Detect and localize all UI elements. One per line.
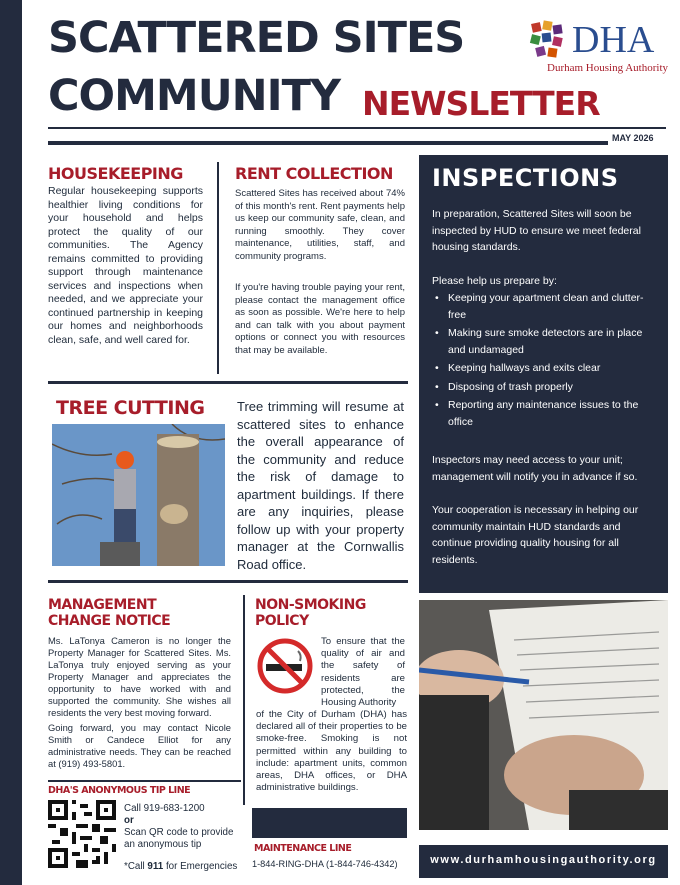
dha-logo: [528, 18, 668, 76]
rent-paragraph-2: If you're having trouble paying your rent, please contact the management office as soon as possible. We're here to help and can talk with you about payment options or connect you with resources that may be available.: [235, 282, 405, 356]
tree-photo: [52, 424, 225, 566]
divider-horizontal-2: [48, 580, 408, 583]
tipline-rule: [48, 780, 241, 782]
tipline-text: [124, 803, 244, 873]
maintenance-bar: [252, 808, 407, 838]
rent-paragraph-1: Scattered Sites has received about 74% of this month's rent. Rent payments help us keep our community safe, clean, and running smoothly. They cover maintenance, utilities, staff, and community programs.: [235, 188, 405, 262]
logo-mark-icon: [528, 20, 570, 62]
tipline-emergency-suffix: for Emergencies: [163, 861, 238, 872]
rent-heading: RENT COLLECTION: [235, 164, 393, 183]
housekeeping-body: Regular housekeeping supports healthier living conditions for your household and helps protect the quality of our communities. The Agency remains committed to providing support through maintenance services and inspections when needed, and we appreciate your continued partnership in keeping our homes and neighborhoods clean, safe, and well cared for.: [48, 185, 203, 346]
divider-vertical-top: [217, 162, 219, 374]
nonsmoking-heading-line-2: POLICY: [255, 613, 309, 629]
inspections-heading: INSPECTIONS: [432, 164, 619, 192]
tree-heading: TREE CUTTING: [56, 397, 205, 419]
inspections-list: [432, 290, 657, 430]
divider-vertical-bottom: [243, 595, 245, 805]
nonsmoking-heading-line-1: NON-SMOKING: [255, 597, 366, 613]
list-item: • Keeping hallways and exits clear: [432, 360, 657, 377]
issue-date: MAY 2026: [612, 133, 654, 143]
title-line-1: SCATTERED SITES: [48, 13, 465, 63]
housekeeping-heading: HOUSEKEEPING: [48, 164, 183, 183]
title-line-2: COMMUNITY: [48, 71, 341, 121]
list-item: • Disposing of trash properly: [432, 379, 657, 396]
no-smoking-icon: [256, 637, 314, 695]
inspections-intro: In preparation, Scattered Sites will soon be inspected by HUD to ensure we meet federal housing standards.: [432, 208, 641, 253]
inspections-prep-label: Please help us prepare by:: [432, 274, 557, 287]
maintenance-number: 1-844-RING-DHA (1-844-746-4342): [252, 859, 398, 869]
management-heading-line-2: CHANGE NOTICE: [48, 613, 171, 629]
tipline-scan: Scan QR code to provide an anonymous tip: [124, 827, 234, 850]
tipline-emergency-prefix: *Call: [124, 861, 148, 872]
header-rule: [48, 127, 666, 129]
management-paragraph-1: Ms. LaTonya Cameron is no longer the Property Manager for Scattered Sites. Ms. LaTonya truly enjoyed serving as your Property Manager and appreciates the opportunity to have worked with and supported the community. She wishes all residents the very best moving forward.: [48, 635, 231, 718]
logo-letters: DHA: [572, 19, 655, 61]
inspections-content: [432, 206, 657, 568]
management-paragraph-2: Going forward, you may contact Nicole Smith or Candece Elliot for any administrative needs. They can be reached at (919) 493-5801.: [48, 722, 231, 769]
tipline-heading: DHA'S ANONYMOUS TIP LINE: [48, 785, 191, 796]
document-signing-photo: [419, 600, 668, 830]
tipline-or: or: [124, 815, 134, 826]
tipline-emergency: [124, 861, 244, 873]
tree-body: Tree trimming will resume at scattered sites to enhance the overall appearance of the community and reduce the risk of damage to apartment buildings. If there are any inquiries, please follow up with your property manager at the Cornwallis Road office.: [237, 399, 404, 572]
tipline-call: Call 919-683-1200: [124, 803, 205, 814]
nonsmoking-body-rest: of the City of Durham (DHA) has declared all of their properties to be smoke-free. Smoking is not permitted within any building to include: apartment units, common areas, DHA offices, or DHA administrative buildings.: [256, 709, 407, 794]
tipline-qr-code: [48, 800, 116, 868]
list-item: • Keeping your apartment clean and clutter-free: [432, 290, 657, 323]
maintenance-heading: MAINTENANCE LINE: [254, 843, 352, 854]
left-edge-bar: [0, 0, 22, 885]
header-rule-short: [48, 141, 608, 145]
list-item: • Reporting any maintenance issues to the office: [432, 397, 657, 430]
management-heading-line-1: MANAGEMENT: [48, 597, 157, 613]
logo-subtitle: Durham Housing Authority: [547, 62, 668, 74]
title-newsletter: NEWSLETTER: [362, 84, 600, 123]
footer-url[interactable]: www.durhamhousingauthority.org: [430, 854, 657, 866]
inspections-cooperation: Your cooperation is necessary in helping our community maintain HUD standards and continue providing quality housing for all residents.: [432, 504, 639, 566]
list-item: • Making sure smoke detectors are in place and undamaged: [432, 325, 657, 358]
divider-horizontal-1: [48, 381, 408, 384]
tipline-emergency-number: 911: [147, 861, 164, 872]
nonsmoking-body-top: To ensure that the quality of air and the safety of residents are protected, the Housing Authority: [321, 636, 405, 709]
inspections-access: Inspectors may need access to your unit; management will notify you in advance if so.: [432, 454, 638, 483]
